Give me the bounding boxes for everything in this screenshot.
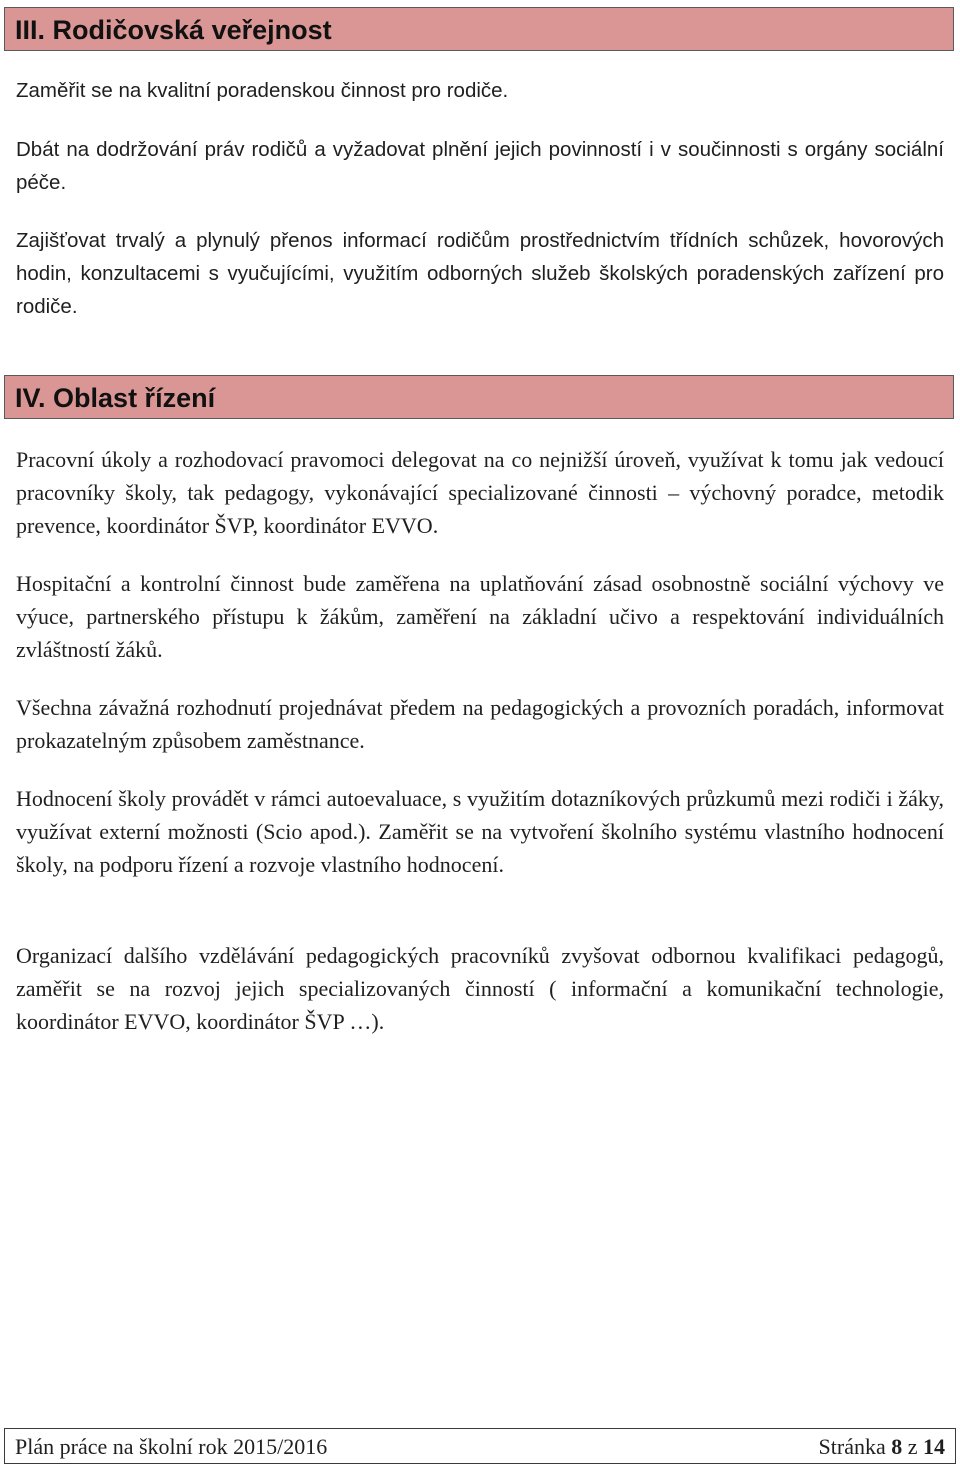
footer-page-current: 8: [891, 1434, 903, 1459]
footer-page-of: z: [907, 1434, 918, 1459]
paragraph-poradenska-cinnost: Zaměřit se na kvalitní poradenskou činnost pro rodiče.: [16, 79, 509, 102]
paragraph-hospitacni-cinnost: Hospitační a kontrolní činnost bude zaměřena na uplatňování zásad osobnostně sociální výchovy ve výuce, partnerského přístupu k žákům, zaměření na základní učivo a respektování individuálních zvláštností žáků.: [16, 571, 944, 662]
section-heading-rodicovska-verejnost: III. Rodičovská veřejnost: [4, 7, 954, 51]
footer-page-number: [819, 1429, 945, 1465]
section-heading-oblast-rizeni: IV. Oblast řízení: [4, 375, 954, 419]
footer-page-label: Stránka: [818, 1434, 886, 1459]
page-footer: [4, 1428, 956, 1464]
paragraph-prava-rodicu: Dbát na dodržování práv rodičů a vyžadovat plnění jejich povinností i v součinnosti s orgány sociální péče.: [16, 138, 944, 194]
paragraph-delegovani: Pracovní úkoly a rozhodovací pravomoci delegovat na co nejnižší úroveň, využívat k tomu jak vedoucí pracovníky školy, tak pedagogy, vykonávající specializované činnosti – výchovný poradce, metodik prevence, koordinátor ŠVP, koordinátor EVVO.: [16, 447, 944, 538]
footer-plan-title: Plán práce na školní rok 2015/2016: [15, 1434, 328, 1459]
paragraph-zavazna-rozhodnuti: Všechna závažná rozhodnutí projednávat předem na pedagogických a provozních poradách, informovat prokazatelným způsobem zaměstnance.: [16, 695, 944, 753]
paragraph-prenos-informaci: Zajišťovat trvalý a plynulý přenos informací rodičům prostřednictvím třídních schůzek, hovorových hodin, konzultacemi s vyučujícími, využitím odborných služeb školských poradenských zařízení pro rodiče.: [16, 229, 944, 318]
paragraph-hodnoceni-skoly: Hodnocení školy provádět v rámci autoevaluace, s využitím dotazníkových průzkumů mezi rodiči i žáky, využívat externí možnosti (Scio apod.). Zaměřit se na vytvoření školního systému vlastního hodnocení školy, na podporu řízení a rozvoje vlastního hodnocení.: [16, 786, 944, 877]
paragraph-dalsi-vzdelavani: Organizací dalšího vzdělávání pedagogických pracovníků zvyšovat odbornou kvalifikaci pedagogů, zaměřit se na rozvoj jejich specializovaných činností ( informační a komunikační technologie, koordinátor EVVO, koordinátor ŠVP …).: [16, 943, 944, 1034]
footer-page-total: 14: [923, 1434, 945, 1459]
